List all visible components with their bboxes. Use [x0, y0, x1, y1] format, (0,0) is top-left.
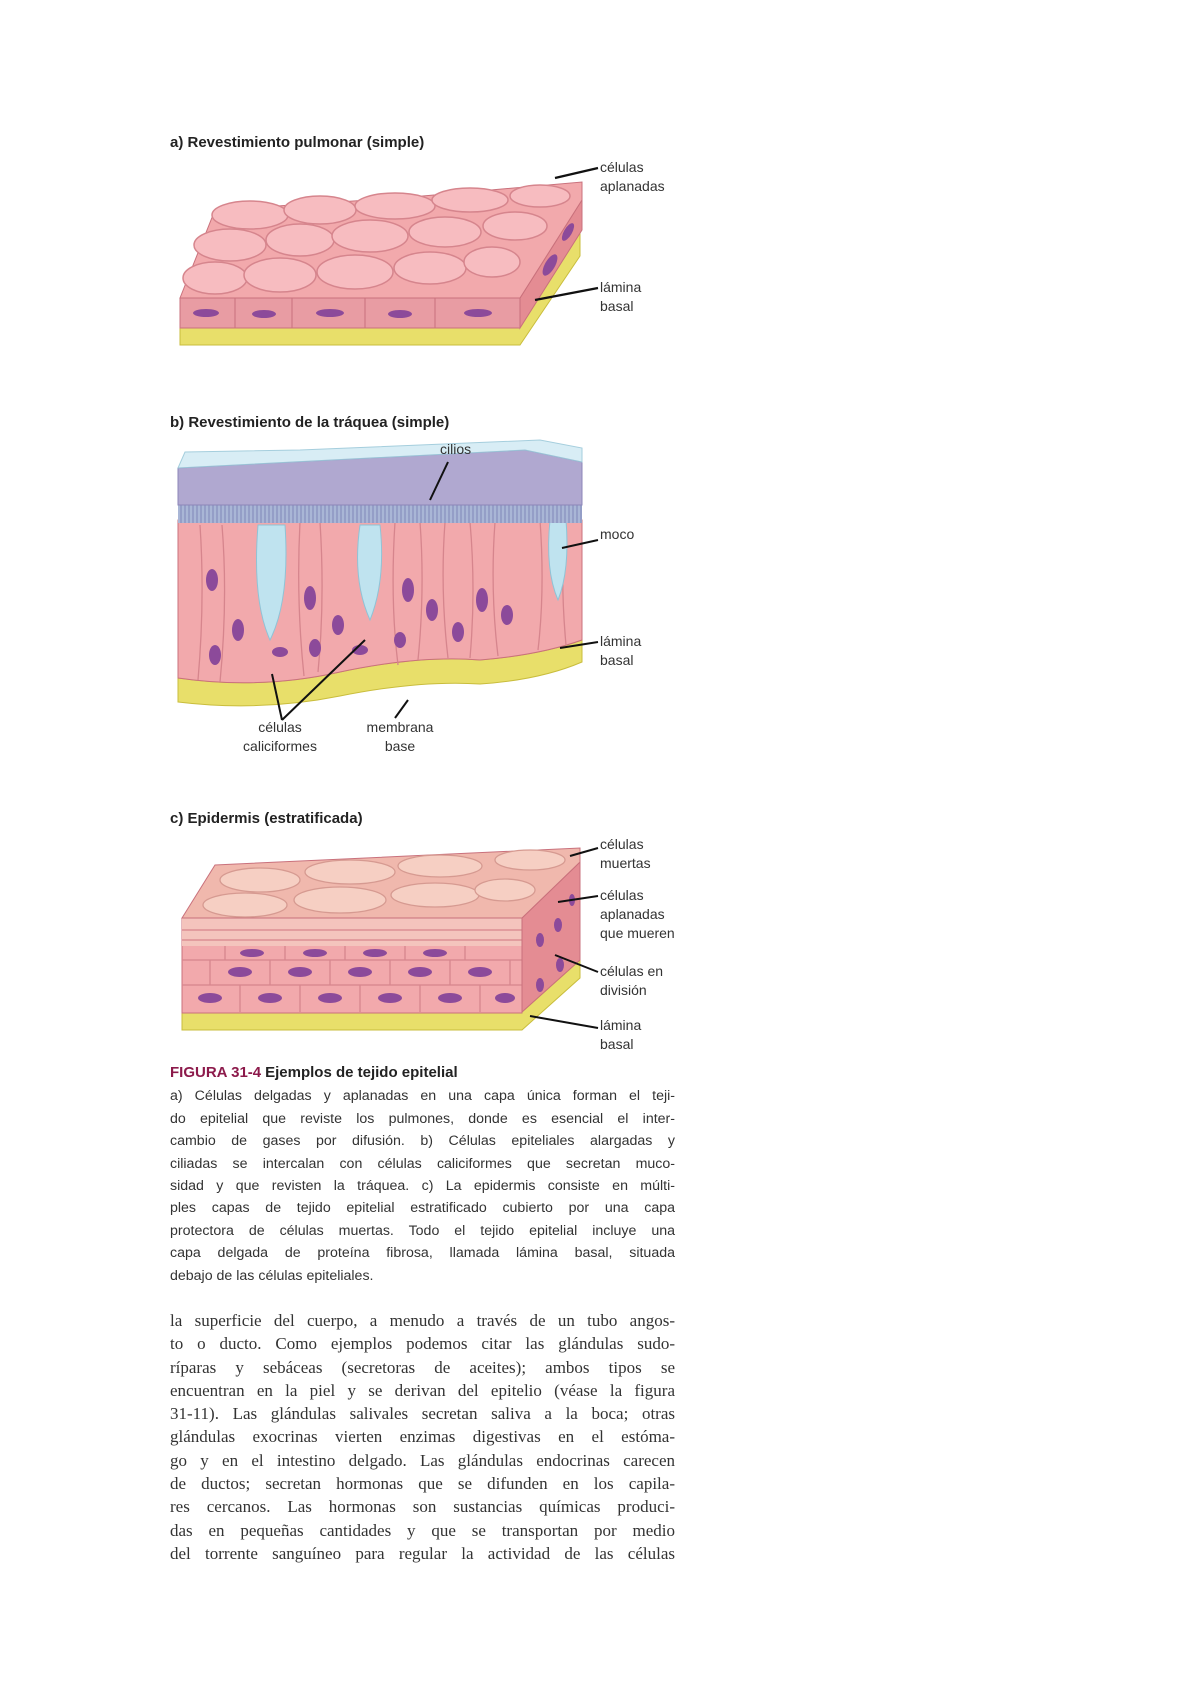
body-line: to o ducto. Como ejemplos podemos citar las glándulas sudo- [170, 1334, 675, 1354]
label-celulas-aplanadas-que-mueren: células aplanadas que mueren [600, 887, 675, 941]
label-celulas-muertas: células muertas [600, 836, 651, 871]
panel-c-illustration [182, 848, 598, 1030]
caption-line: protectora de células muertas. Todo el tejido epitelial incluye una [170, 1222, 675, 1239]
caption-line: sidad y que revisten la tráquea. c) La epidermis consiste en múlti- [170, 1178, 675, 1195]
body-line: go y en el intestino delgado. Las glándulas endocrinas carecen [170, 1450, 675, 1470]
panel-a-title: a) Revestimiento pulmonar (simple) [170, 134, 425, 151]
caption-line: a) Células delgadas y aplanadas en una capa única forman el teji- [170, 1088, 675, 1105]
panel-b-title: b) Revestimiento de la tráquea (simple) [170, 414, 450, 431]
caption-line: do epitelial que reviste los pulmones, donde es esencial el inter- [170, 1110, 675, 1127]
label-lamina-basal-a: lámina basal [600, 279, 642, 314]
body-line: res cercanos. Las hormonas son sustancias químicas produci- [170, 1497, 675, 1517]
body-line: 31-11). Las glándulas salivales secretan saliva a la boca; otras [170, 1404, 675, 1424]
caption-line: cambio de gases por difusión. b) Células epiteliales alargadas y [170, 1133, 675, 1150]
label-membrana-base: membrana base [366, 719, 434, 754]
label-celulas-en-division: células en división [600, 963, 664, 998]
figure-title: Ejemplos de tejido epitelial [265, 1064, 458, 1081]
label-celulas-aplanadas: células aplanadas [600, 159, 665, 194]
body-line: de ductos; secretan hormonas que se difunden en los capila- [170, 1474, 675, 1494]
panel-a-illustration [180, 168, 598, 345]
caption-line: debajo de las células epiteliales. [170, 1267, 374, 1284]
figure-caption [170, 1062, 675, 1287]
label-lamina-basal-c: lámina basal [600, 1017, 642, 1052]
panel-b-illustration [178, 440, 598, 720]
body-line: encuentran en la piel y se derivan del epitelio (véase la figura [170, 1380, 675, 1400]
label-moco: moco [600, 526, 635, 542]
caption-line: ples capas de tejido epitelial estratificado cubierto por una capa [170, 1200, 675, 1217]
body-line: glándulas exocrinas vierten enzimas digestivas en el estóma- [170, 1427, 675, 1447]
figure-number: FIGURA 31-4 [170, 1064, 262, 1081]
label-celulas-caliciformes: células caliciformes [243, 719, 317, 754]
caption-heading [170, 1062, 675, 1084]
body-line: ríparas y sebáceas (secretoras de aceites); ambos tipos se [170, 1357, 675, 1377]
label-cilios: cilios [440, 441, 472, 457]
panel-c-title: c) Epidermis (estratificada) [170, 810, 363, 827]
caption-line: ciliadas se intercalan con células caliciformes que secretan muco- [170, 1155, 675, 1172]
body-paragraph [170, 1309, 675, 1565]
body-line: del torrente sanguíneo para regular la actividad de las células [170, 1543, 675, 1563]
body-line: la superficie del cuerpo, a menudo a través de un tubo angos- [170, 1311, 675, 1330]
caption-line: capa delgada de proteína fibrosa, llamada lámina basal, situada [170, 1245, 675, 1262]
label-lamina-basal-b: lámina basal [600, 633, 642, 668]
body-line: das en pequeñas cantidades y que se transportan por medio [170, 1520, 675, 1540]
